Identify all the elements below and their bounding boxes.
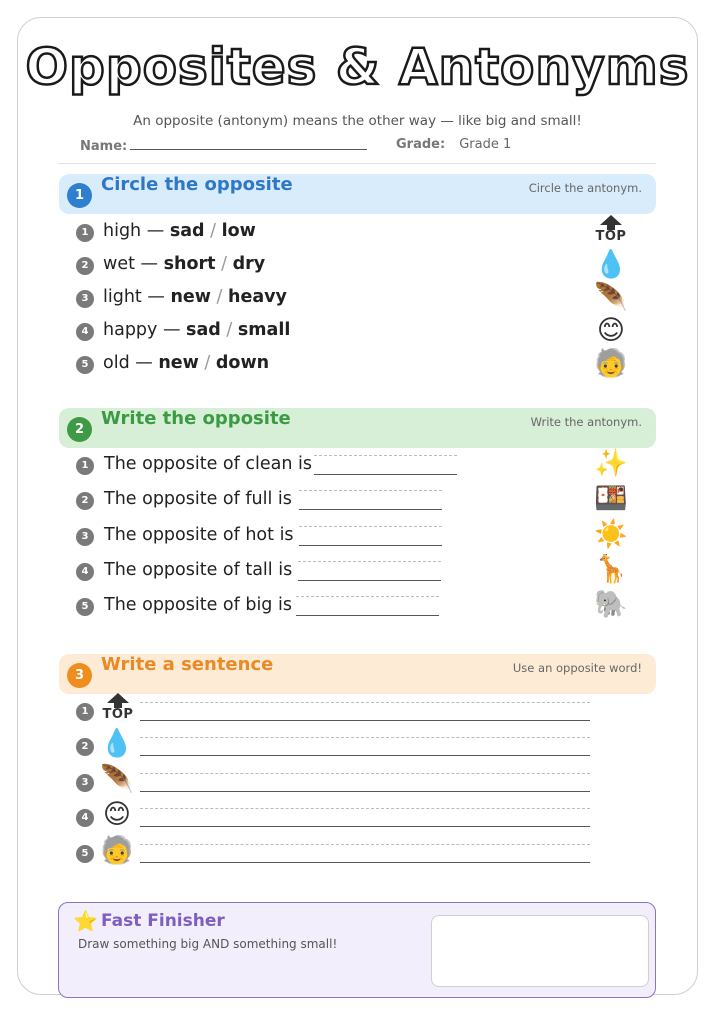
guide-line	[140, 702, 590, 703]
item-number: 3	[76, 290, 94, 308]
guide-line	[140, 808, 590, 809]
prompt-text: The opposite of big is	[104, 595, 292, 615]
section-2-header	[59, 408, 656, 448]
answer-line[interactable]	[314, 474, 457, 475]
guide-line	[298, 561, 441, 562]
item-dash: —	[135, 353, 153, 373]
circle-item	[103, 353, 269, 373]
item-number: 4	[76, 809, 94, 827]
circle-item	[103, 254, 265, 274]
worksheet-title: Opposites & Antonyms	[25, 38, 690, 96]
guide-line	[299, 490, 442, 491]
name-field[interactable]	[130, 137, 367, 150]
grade-row	[396, 137, 511, 152]
item-word: old	[103, 353, 130, 373]
grade-value: Grade 1	[459, 137, 512, 152]
drawing-area[interactable]	[431, 915, 649, 987]
section-number: 3	[67, 663, 92, 688]
item-dash: —	[146, 221, 165, 241]
name-label: Name:	[80, 139, 128, 154]
grade-label: Grade:	[396, 137, 446, 152]
option-b[interactable]: dry	[232, 254, 266, 274]
item-word: happy	[103, 320, 158, 340]
item-number: 2	[76, 738, 94, 756]
option-separator: /	[204, 353, 211, 373]
guide-line	[314, 455, 457, 456]
sentence-line[interactable]	[140, 862, 590, 863]
item-dash: —	[147, 287, 165, 307]
old-person-icon: 🧓	[594, 348, 628, 379]
fast-finisher-text: Draw something big AND something small!	[78, 937, 338, 951]
section-number: 2	[67, 417, 92, 442]
option-a[interactable]: sad	[169, 221, 205, 241]
circle-item	[103, 320, 290, 340]
item-word: high	[103, 221, 142, 241]
star-icon: ⭐	[73, 909, 98, 933]
name-row	[80, 137, 367, 154]
sentence-line[interactable]	[140, 826, 590, 827]
guide-line	[140, 844, 590, 845]
option-b[interactable]: heavy	[228, 287, 287, 307]
circle-item	[103, 221, 256, 241]
droplet-icon: 💧	[100, 728, 134, 759]
item-word: light	[103, 287, 142, 307]
top-arrow-icon: TOP	[593, 215, 629, 247]
prompt-text: The opposite of hot is	[104, 525, 294, 545]
item-number: 1	[76, 703, 94, 721]
option-a[interactable]: sad	[186, 320, 221, 340]
section-hint: Circle the antonym.	[528, 181, 642, 195]
item-dash: —	[140, 254, 159, 274]
item-number: 4	[76, 563, 94, 581]
section-1-header	[59, 174, 656, 214]
section-title: Write a sentence	[101, 654, 274, 675]
guide-line	[140, 737, 590, 738]
answer-line[interactable]	[299, 509, 442, 510]
option-separator: /	[210, 221, 217, 241]
item-number: 5	[76, 356, 94, 374]
item-number: 2	[76, 257, 94, 275]
item-number: 5	[76, 845, 94, 863]
section-title: Circle the opposite	[101, 174, 293, 195]
section-3-header	[59, 654, 656, 694]
option-a[interactable]: short	[163, 254, 216, 274]
fast-finisher-title: Fast Finisher	[101, 911, 225, 931]
section-number: 1	[67, 183, 92, 208]
giraffe-icon: 🦒	[594, 554, 628, 585]
smiling-face-icon: 😊	[102, 799, 132, 830]
feather-icon: 🪶	[100, 764, 134, 795]
option-separator: /	[216, 287, 223, 307]
guide-line	[299, 526, 442, 527]
bento-box-icon: 🍱	[594, 483, 628, 514]
prompt-text: The opposite of clean is	[104, 454, 312, 474]
section-hint: Write the antonym.	[530, 415, 642, 429]
guide-line	[296, 596, 439, 597]
option-b[interactable]: small	[237, 320, 291, 340]
answer-line[interactable]	[299, 545, 442, 546]
sun-icon: ☀️	[594, 519, 628, 550]
sentence-line[interactable]	[140, 791, 590, 792]
item-number: 1	[76, 457, 94, 475]
item-number: 3	[76, 528, 94, 546]
prompt-text: The opposite of full is	[104, 489, 292, 509]
header-divider	[58, 163, 656, 164]
item-word: wet	[103, 254, 135, 274]
fast-finisher-box	[58, 902, 656, 998]
option-separator: /	[226, 320, 233, 340]
circle-item	[103, 287, 287, 307]
item-number: 5	[76, 598, 94, 616]
worksheet-subtitle: An opposite (antonym) means the other way — like big and small!	[133, 113, 582, 129]
feather-icon: 🪶	[594, 282, 628, 313]
option-separator: /	[221, 254, 227, 274]
top-arrow-icon: TOP	[100, 693, 136, 725]
section-hint: Use an opposite word!	[512, 661, 642, 675]
sentence-line[interactable]	[140, 720, 590, 721]
option-b[interactable]: down	[215, 353, 270, 373]
item-number: 1	[76, 224, 94, 242]
smiling-face-icon: 😊	[596, 315, 626, 346]
guide-line	[140, 773, 590, 774]
option-a[interactable]: new	[158, 353, 199, 373]
droplet-icon: 💧	[594, 249, 628, 280]
sentence-line[interactable]	[140, 755, 590, 756]
prompt-text: The opposite of tall is	[104, 560, 293, 580]
item-number: 4	[76, 323, 94, 341]
answer-line[interactable]	[298, 580, 441, 581]
item-dash: —	[162, 320, 181, 340]
old-person-icon: 🧓	[100, 835, 134, 866]
option-b[interactable]: low	[221, 221, 256, 241]
sparkles-icon: ✨	[594, 448, 628, 479]
item-number: 3	[76, 774, 94, 792]
section-title: Write the opposite	[101, 408, 291, 429]
elephant-icon: 🐘	[594, 589, 628, 620]
answer-line[interactable]	[296, 615, 439, 616]
item-number: 2	[76, 492, 94, 510]
option-a[interactable]: new	[170, 287, 211, 307]
